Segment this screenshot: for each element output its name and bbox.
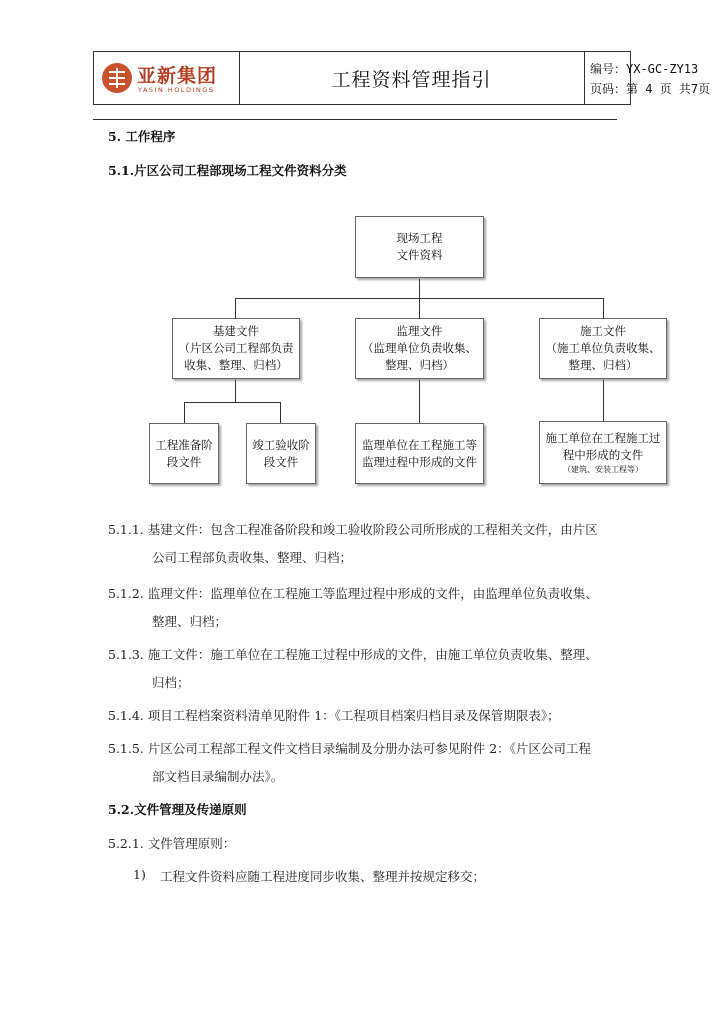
paragraph-5-1-5: 5.1.5. 片区公司工程部工程文件文档目录编制及分册办法可参见附件 2：《片区公司工程 [108,741,591,756]
paragraph-5-1-3: 5.1.3. 施工文件：施工单位在工程施工过程中形成的文件，由施工单位负责收集、整理、 [108,647,598,662]
document-title: 工程资料管理指引 [239,52,585,104]
list-item-1-text: 工程文件资料应随工程进度同步收集、整理并按规定移交； [160,869,486,884]
connector [184,402,185,423]
chart-shigong-line3: 整理、归档） [568,358,638,372]
page-info: 页码：第 4 页 共7页 [590,82,711,96]
chart-root-box [355,216,484,278]
chart-shigong-child-line1: 施工单位在工程施工过 [545,430,661,445]
logo-chinese-name: 亚新集团 [137,65,218,87]
chart-jianjian-box [172,318,300,379]
chart-accept-box [246,423,316,484]
paragraph-5-1-1: 5.1.1. 基建文件：包含工程准备阶段和竣工验收阶段公司所形成的工程相关文件，由片区 [108,522,598,537]
connector [603,380,604,421]
paragraph-5-1-1-cont: 公司工程部负责收集、整理、归档； [152,550,353,565]
chart-jianjian-line2: （片区公司工程部负责 [178,341,294,355]
doc-meta-cell [585,52,711,104]
chart-prep-line2: 段文件 [166,454,202,469]
chart-shigong-child-line2: 程中形成的文件 [562,447,644,462]
list-item-1-number: 1) [133,867,146,882]
connector [235,380,236,402]
company-logo-icon [102,63,132,93]
section-5-heading: 5. 工作程序 [108,129,176,144]
chart-jianjian-line1: 基建文件 [213,324,259,338]
header-rule [93,119,617,120]
chart-prep-box [149,423,219,484]
logo-english-name: YASIN HOLDINGS [138,86,215,94]
chart-accept-line2: 段文件 [263,454,299,469]
paragraph-5-1-3-cont: 归档； [152,675,190,690]
connector [235,298,236,318]
connector [280,402,281,423]
connector [603,298,604,318]
chart-shigong-line2: （施工单位负责收集、 [545,341,661,355]
chart-jianli-line2: （监理单位负责收集、 [362,341,477,355]
paragraph-5-1-2-cont: 整理、归档； [152,614,228,629]
document-header [93,51,711,105]
chart-jianli-line3: 整理、归档） [385,358,454,372]
chart-accept-line1: 竣工验收阶 [252,437,310,452]
connector [419,380,420,423]
chart-shigong-child-line3: （建筑、安装工程等） [563,464,643,474]
paragraph-5-2-1: 5.2.1. 文件管理原则： [108,836,236,851]
chart-shigong-child-box [539,421,667,484]
doc-number: 编号：YX-GC-ZY13 [590,62,699,76]
chart-jianli-line1: 监理文件 [396,324,443,338]
chart-jianjian-line3: 收集、整理、归档） [184,358,288,372]
connector [419,298,420,318]
chart-jianli-child-box [355,423,484,484]
chart-root-line1: 现场工程 [396,231,443,245]
connector [184,402,281,403]
paragraph-5-1-4: 5.1.4. 项目工程档案资料清单见附件 1：《工程项目档案归档目录及保管期限表》； [108,708,560,723]
chart-jianli-child-line1: 监理单位在工程施工等 [362,437,477,452]
section-5-1-heading: 5.1.片区公司工程部现场工程文件资料分类 [108,163,347,178]
section-5-2-heading: 5.2.文件管理及传递原则 [108,802,247,817]
paragraph-5-1-2: 5.1.2. 监理文件：监理单位在工程施工等监理过程中形成的文件，由监理单位负责收集、 [108,586,598,601]
chart-jianli-box [355,318,484,379]
paragraph-5-1-5-cont: 部文档目录编制办法》。 [152,769,284,784]
connector [419,279,420,298]
chart-shigong-line1: 施工文件 [580,324,626,338]
chart-prep-line1: 工程准备阶 [155,437,213,452]
chart-jianli-child-line2: 监理过程中形成的文件 [362,454,477,469]
logo-cell [94,52,240,104]
chart-root-line2: 文件资料 [396,248,443,262]
chart-shigong-box [539,318,667,379]
